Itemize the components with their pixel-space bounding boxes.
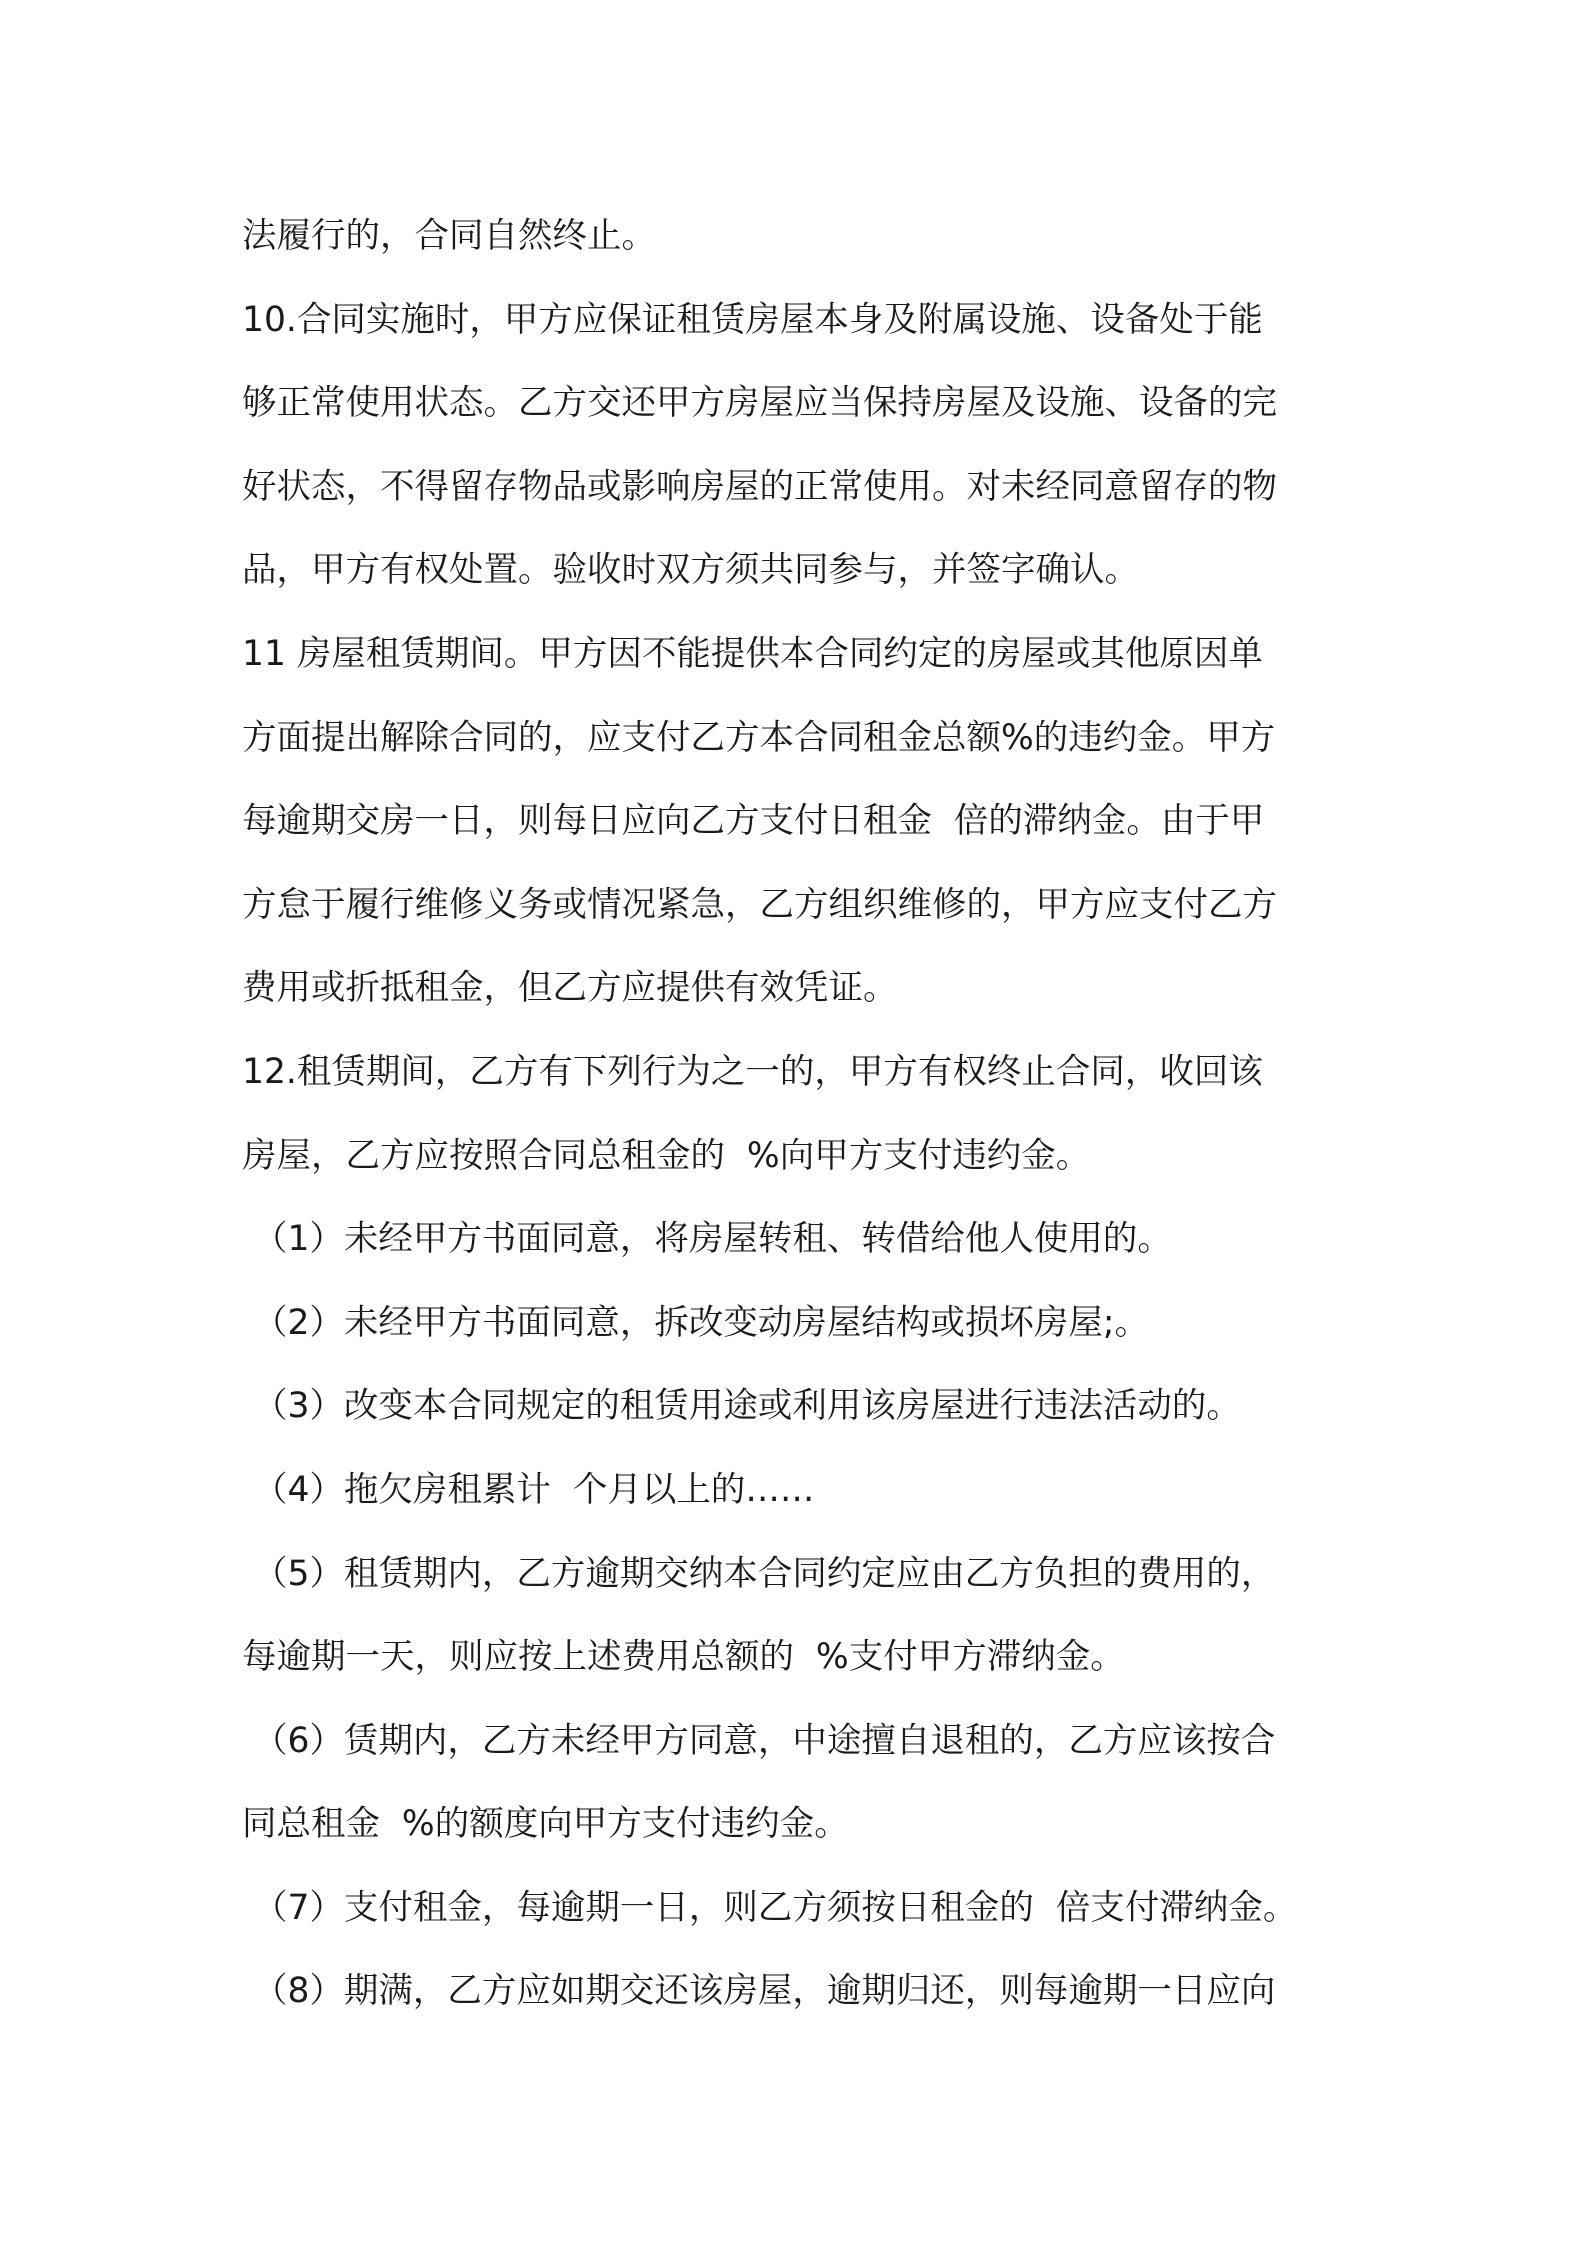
text-line: （5）租赁期内，乙方逾期交纳本合同约定应由乙方负担的费用的，: [242, 1553, 1276, 1594]
text-line: （7）支付租金，每逾期一日，则乙方须按日租金的 倍支付滞纳金。: [242, 1887, 1298, 1928]
text-line: （4）拖欠房租累计 个月以上的……: [242, 1469, 815, 1510]
text-line: （2）未经甲方书面同意，拆改变动房屋结构或损坏房屋;。: [242, 1302, 1150, 1343]
text-line: （1）未经甲方书面同意，将房屋转租、转借给他人使用的。: [242, 1219, 1172, 1260]
text-line: 同总租金 %的额度向甲方支付违约金。: [242, 1804, 849, 1845]
text-line: （6）赁期内，乙方未经甲方同意，中途擅自退租的，乙方应该按合: [242, 1720, 1276, 1761]
text-line: 12.租赁期间，乙方有下列行为之一的，甲方有权终止合同，收回该: [242, 1051, 1263, 1092]
text-line: 房屋，乙方应按照合同总租金的 %向甲方支付违约金。: [242, 1135, 1091, 1176]
text-line: 好状态，不得留存物品或影响房屋的正常使用。对未经同意留存的物: [242, 466, 1277, 507]
text-line: 费用或折抵租金，但乙方应提供有效凭证。: [242, 968, 898, 1009]
text-line: 方面提出解除合同的，应支付乙方本合同租金总额%的违约金。甲方: [242, 717, 1276, 758]
text-line: 够正常使用状态。乙方交还甲方房屋应当保持房屋及设施、设备的完: [242, 383, 1277, 424]
text-line: 方怠于履行维修义务或情况紧急，乙方组织维修的，甲方应支付乙方: [242, 884, 1277, 925]
text-line: 每逾期一天，则应按上述费用总额的 %支付甲方滞纳金。: [242, 1637, 1125, 1678]
text-line: （3）改变本合同规定的租赁用途或利用该房屋进行违法活动的。: [242, 1386, 1241, 1427]
text-line: 每逾期交房一日，则每日应向乙方支付日租金 倍的滞纳金。由于甲: [242, 801, 1265, 842]
text-line: 品，甲方有权处置。验收时双方须共同参与，并签字确认。: [242, 550, 1139, 591]
text-line: 11 房屋租赁期间。甲方因不能提供本合同约定的房屋或其他原因单: [242, 633, 1263, 674]
text-line: （8）期满，乙方应如期交还该房屋，逾期归还，则每逾期一日应向: [242, 1971, 1276, 2012]
contract-text: [242, 195, 1362, 2034]
text-line: 10.合同实施时，甲方应保证租赁房屋本身及附属设施、设备处于能: [242, 299, 1263, 340]
text-line: 法履行的，合同自然终止。: [242, 216, 656, 256]
